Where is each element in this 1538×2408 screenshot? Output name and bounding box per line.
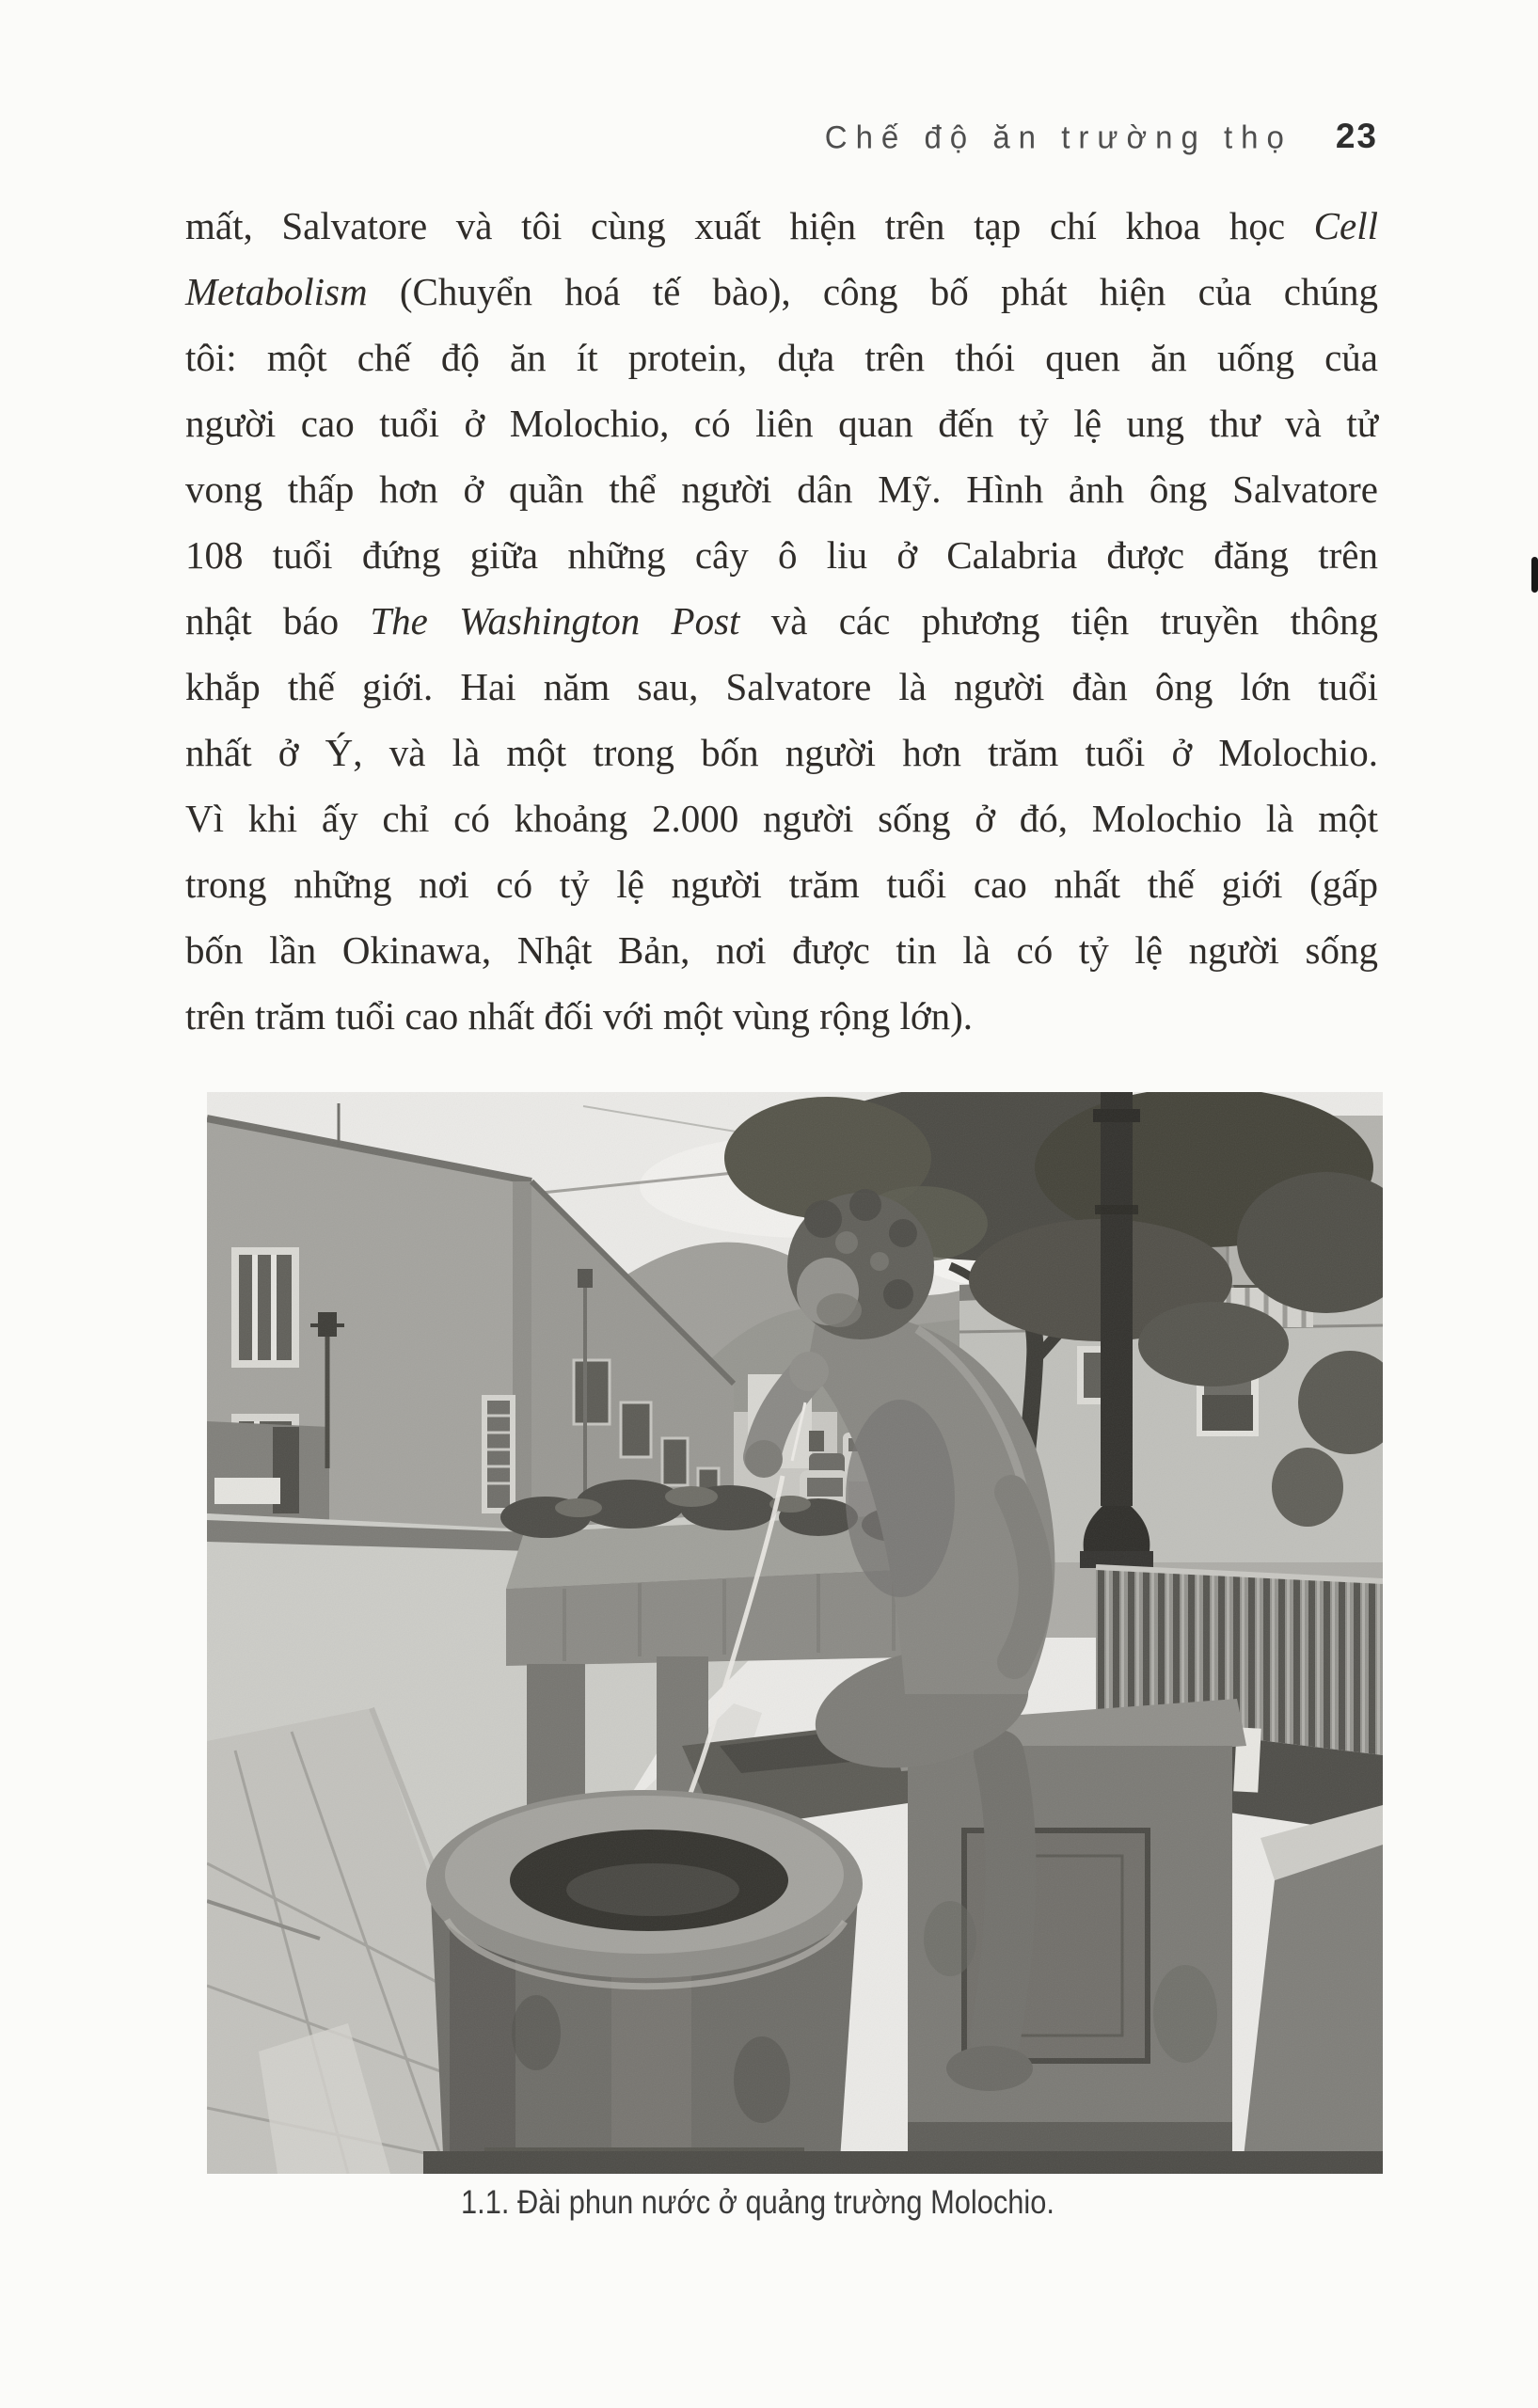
text-line: vong thấp hơn ở quần thể người dân Mỹ. Hình ảnh ông Salvatore [185,467,1378,511]
text-line: khắp thế giới. Hai năm sau, Salvatore là người đàn ông lớn tuổi [185,665,1378,708]
text-line: nhất ở Ý, và là một trong bốn người hơn trăm tuổi ở Molochio. [185,731,1378,774]
text-line: trên trăm tuổi cao nhất đối với một vùng rộng lớn). [185,994,974,1038]
text-line: trong những nơi có tỷ lệ người trăm tuổi cao nhất thế giới (gấp [185,863,1378,906]
page-header [825,117,1378,156]
body-paragraph [185,193,1378,1049]
figure-fountain [207,1092,1383,2174]
scan-artifact [1531,557,1538,593]
text-line: nhật báo The Washington Post và các phương tiện truyền thông [185,599,1378,642]
chapter-title: Chế độ ăn trường thọ [824,119,1292,155]
page-number: 23 [1335,117,1378,155]
text-line: Vì khi ấy chỉ có khoảng 2.000 người sống ở đó, Molochio là một [185,797,1378,840]
film-grain [207,1092,1383,2174]
text-line: tôi: một chế độ ăn ít protein, dựa trên thói quen ăn uống của [185,336,1378,379]
text-line: Metabolism (Chuyển hoá tế bào), công bố phát hiện của chúng [185,270,1378,313]
fountain-photo [207,1092,1383,2174]
text-line: bốn lần Okinawa, Nhật Bản, nơi được tin là có tỷ lệ người sống [185,928,1378,972]
figure-caption-text: 1.1. Đài phun nước ở quảng trường Molochio. [460,2184,1054,2221]
text-line: người cao tuổi ở Molochio, có liên quan đến tỷ lệ ung thư và tử [185,402,1378,445]
figure-caption [169,2184,1345,2222]
text-line: mất, Salvatore và tôi cùng xuất hiện trên tạp chí khoa học Cell [185,204,1378,247]
text-line: 108 tuổi đứng giữa những cây ô liu ở Calabria được đăng trên [185,533,1378,577]
